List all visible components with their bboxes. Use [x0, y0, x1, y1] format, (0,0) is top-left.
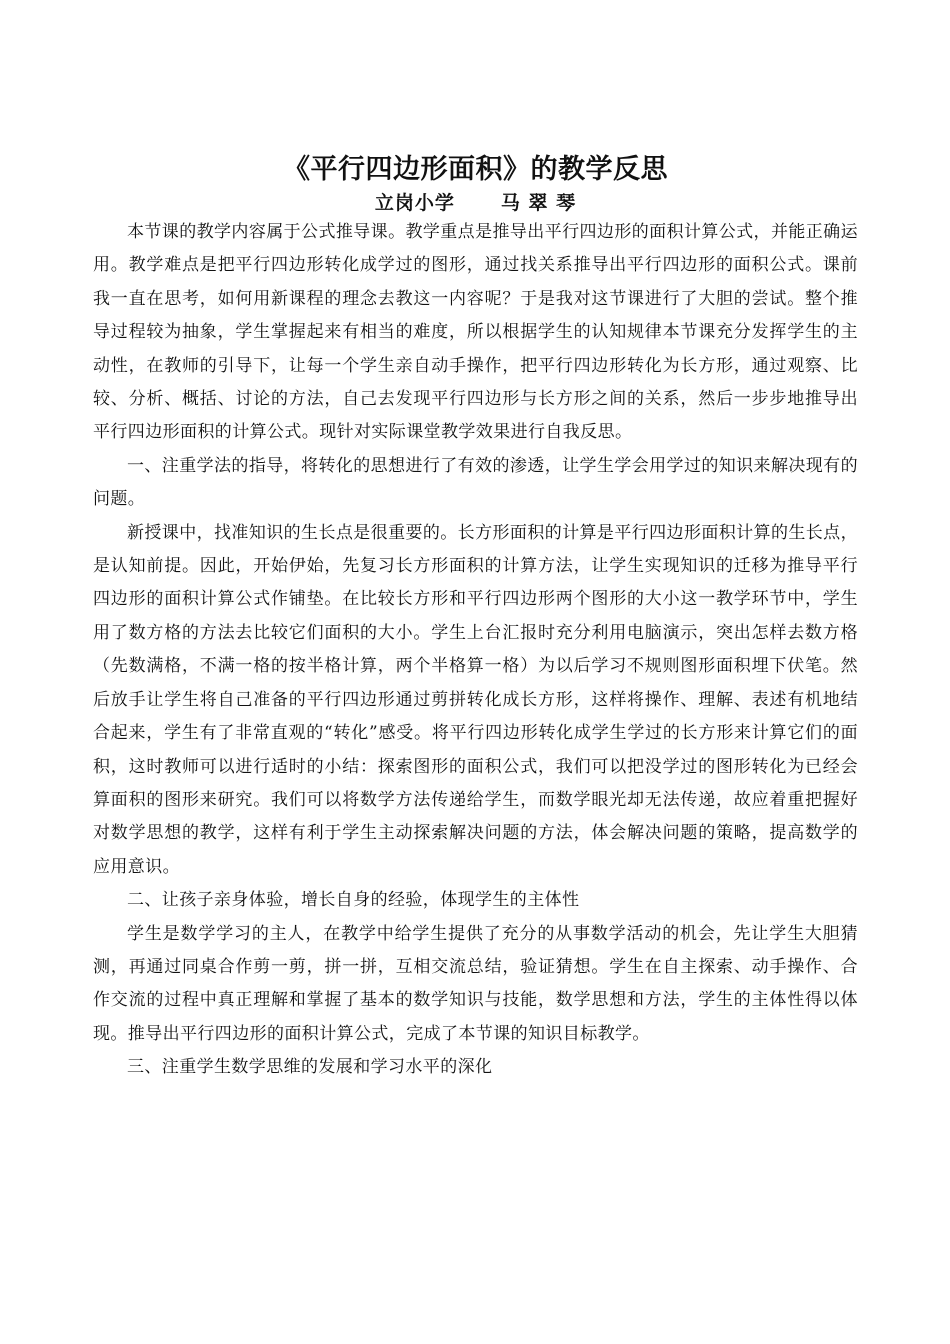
document-title: 《平行四边形面积》的教学反思 [283, 154, 668, 185]
section-heading-1: 一、注重学法的指导，将转化的思想进行了有效的渗透，让学生学会用学过的知识来解决现有的问题。 [93, 455, 858, 510]
paragraph-section-1: 新授课中，找准知识的生长点是很重要的。长方形面积的计算是平行四边形面积计算的生长点，是认知前提。因此，开始伊始，先复习长方形面积的计算方法，让学生实现知识的迁移为推导平行四边形的面积计算公式作铺垫。在比较长方形和平行四边形两个图形的大小这一教学环节中，学生用了数方格的方法去比较它们面积的大小。学生上台汇报时充分利用电脑演示，突出怎样去数方格（先数满格，不满一格的按半格计算，两个半格算一格）为以后学习不规则图形面积埋下伏笔。然后放手让学生将自己准备的平行四边形通过剪拼转化成长方形，这样将操作、理解、表述有机地结合起来，学生有了非常直观的“转化”感受。将平行四边形转化成学生学过的长方形来计算它们的面积，这时教师可以进行适时的小结：探索图形的面积公式，我们可以把没学过的图形转化为已经会算面积的图形来研究。我们可以将数学方法传递给学生，而数学眼光却无法传递，故应着重把握好对数学思想的教学，这样有利于学生主动探索解决问题的方法，体会解决问题的策略，提高数学的应用意识。 [93, 522, 858, 877]
author-name: 马 翠 琴 [500, 192, 577, 214]
document-page [93, 150, 858, 1085]
paragraph-section-2: 学生是数学学习的主人，在教学中给学生提供了充分的从事数学活动的机会，先让学生大胆猜测，再通过同桌合作剪一剪，拼一拼，互相交流总结，验证猜想。学生在自主探索、动手操作、合作交流的过程中真正理解和掌握了基本的数学知识与技能，数学思想和方法，学生的主体性得以体现。推导出平行四边形的面积计算公式，完成了本节课的知识目标教学。 [93, 923, 858, 1044]
paragraph-intro: 本节课的教学内容属于公式推导课。教学重点是推导出平行四边形的面积计算公式，并能正确运用。教学难点是把平行四边形转化成学过的图形，通过找关系推导出平行四边形的面积公式。课前我一直在思考，如何用新课程的理念去教这一内容呢？于是我对这节课进行了大胆的尝试。整个推导过程较为抽象，学生掌握起来有相当的难度，所以根据学生的认知规律本节课充分发挥学生的主动性，在教师的引导下，让每一个学生亲自动手操作，把平行四边形转化为长方形，通过观察、比较、分析、概括、讨论的方法，自己去发现平行四边形与长方形之间的关系，然后一步步地推导出平行四边形面积的计算公式。现针对实际课堂教学效果进行自我反思。 [93, 222, 858, 443]
section-heading-2: 二、让孩子亲身体验，增长自身的经验，体现学生的主体性 [127, 890, 580, 911]
section-heading-3: 三、注重学生数学思维的发展和学习水平的深化 [127, 1057, 493, 1078]
school-name: 立岗小学 [374, 192, 455, 214]
body-text [93, 216, 858, 1085]
byline [93, 190, 858, 216]
